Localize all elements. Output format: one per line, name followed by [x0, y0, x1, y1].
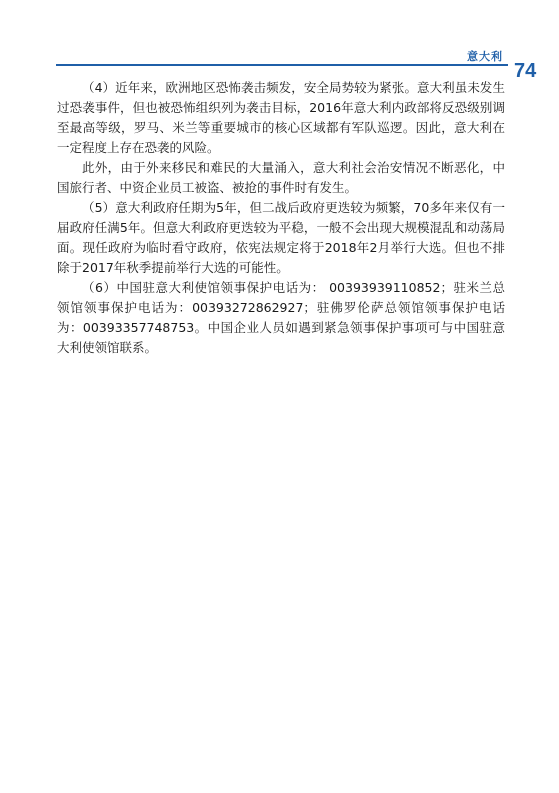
- paragraph-consular-contacts: （6）中国驻意大利使馆领事保护电话为： 00393939110852；驻米兰总领馆领事保护电话为：00393272862927；驻佛罗伦萨总领馆领事保护电话为：00393357748753。中国企业人员如遇到紧急领事保护事项可与中国驻意大利使领馆联系。: [57, 280, 505, 355]
- paragraph-terror-risk: （4）近年来，欧洲地区恐怖袭击频发，安全局势较为紧张。意大利虽未发生过恐袭事件，但也被恐怖组织列为袭击目标，2016年意大利内政部将反恐级别调至最高等级，罗马、米兰等重要城市的核心区域都有军队巡逻。因此，意大利在一定程度上存在恐袭的风险。: [57, 80, 505, 155]
- paragraph-public-security: 此外，由于外来移民和难民的大量涌入，意大利社会治安情况不断恶化，中国旅行者、中资企业员工被盗、被抢的事件时有发生。: [57, 160, 505, 195]
- header-divider: [56, 64, 508, 66]
- paragraph-government: （5）意大利政府任期为5年，但二战后政府更迭较为频繁，70多年来仅有一届政府任满5年。但意大利政府更迭较为平稳，一般不会出现大规模混乱和动荡局面。现任政府为临时看守政府，依宪法规定将于2018年2月举行大选。但也不排除于2017年秋季提前举行大选的可能性。: [57, 200, 505, 275]
- body-text: [57, 78, 505, 358]
- section-title: 意大利: [467, 50, 503, 63]
- page-number: 74: [514, 60, 537, 82]
